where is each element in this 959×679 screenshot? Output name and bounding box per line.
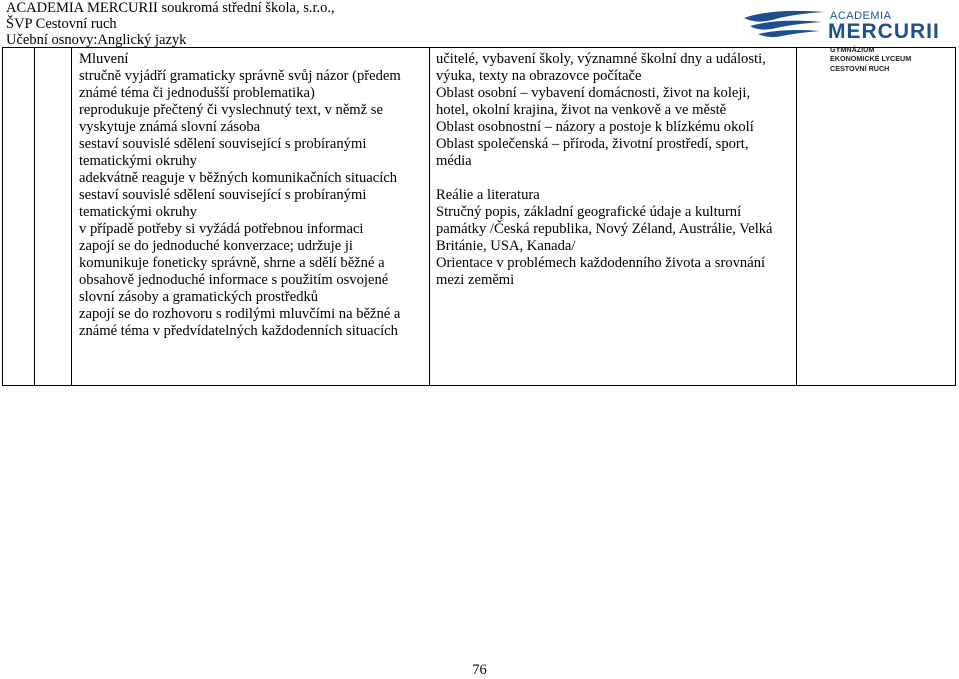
- table-divider: [796, 48, 797, 385]
- outcome-line: stručně vyjádří gramaticky správně svůj názor (předem: [79, 68, 401, 84]
- logo-sub-line: GYMNÁZIUM: [830, 45, 875, 54]
- table-divider: [429, 48, 430, 385]
- topic-line: Stručný popis, základní geografické údaje a kulturní: [436, 204, 742, 220]
- curriculum-table: [2, 47, 956, 386]
- outcome-line: slovní zásoby a gramatických prostředků: [79, 289, 319, 305]
- header-subject: Učební osnovy:Anglický jazyk: [6, 32, 187, 48]
- outcome-line: zapojí se do rozhovoru s rodilými mluvčími na běžné a: [79, 306, 401, 322]
- topic-line: památky /Česká republika, Nový Zéland, Austrálie, Velká: [436, 221, 773, 237]
- topic-line: výuka, texty na obrazovce počítače: [436, 68, 642, 84]
- wing-icon: [742, 6, 826, 42]
- topic-line: média: [436, 153, 472, 169]
- logo-academia-text: ACADEMIA: [830, 10, 892, 22]
- paragraph-gap: [436, 170, 773, 187]
- page-number: 76: [472, 662, 487, 678]
- outcome-line: známé téma v předvídatelných každodenních situacích: [79, 323, 398, 339]
- logo-mercurii-text: MERCURII: [828, 20, 940, 43]
- topic-line: Orientace v problémech každodenního života a srovnání: [436, 255, 766, 271]
- outcome-line: obsahově jednoduché informace s použitím osvojené: [79, 272, 389, 288]
- topic-line: mezi zeměmi: [436, 272, 515, 288]
- topic-line: učitelé, vybavení školy, významné školní dny a události,: [436, 51, 766, 67]
- outcome-line: vyskytuje známá slovní zásoba: [79, 119, 261, 135]
- outcome-line: tematickými okruhy: [79, 204, 197, 220]
- expected-outcomes-column: [79, 51, 401, 340]
- topic-line: hotel, okolní krajina, život na venkově a ve městě: [436, 102, 727, 118]
- outcome-line: komunikuje foneticky správně, shrne a sdělí běžné a: [79, 255, 385, 271]
- outcome-line: známé téma či jednodušší problematika): [79, 85, 315, 101]
- table-divider: [71, 48, 72, 385]
- outcome-line: sestaví souvislé sdělení související s probíranými: [79, 187, 367, 203]
- topic-line: Oblast společenská – příroda, životní prostředí, sport,: [436, 136, 749, 152]
- logo-sub-line: CESTOVNÍ RUCH: [830, 63, 890, 73]
- topic-line: Británie, USA, Kanada/: [436, 238, 576, 254]
- outcome-line: tematickými okruhy: [79, 153, 197, 169]
- outcome-line: adekvátně reaguje v běžných komunikačních situacích: [79, 170, 398, 186]
- outcome-line: zapojí se do jednoduché konverzace; udržuje ji: [79, 238, 353, 254]
- outcome-line: v případě potřeby si vyžádá potřebnou informaci: [79, 221, 364, 237]
- outcome-line: Mluvení: [79, 51, 129, 67]
- topic-line: Oblast osobnostní – názory a postoje k blízkému okolí: [436, 119, 754, 135]
- header-school-name: ACADEMIA MERCURII soukromá střední škola, s.r.o.,: [6, 0, 335, 16]
- logo-sub-line: EKONOMICKÉ LYCEUM: [830, 54, 912, 64]
- outcome-line: sestaví souvislé sdělení související s probíranými: [79, 136, 367, 152]
- outcome-line: reprodukuje přečtený či vyslechnutý text, v němž se: [79, 102, 383, 118]
- topic-line: Reálie a literatura: [436, 187, 540, 203]
- table-divider: [34, 48, 35, 385]
- topic-line: Oblast osobní – vybavení domácnosti, život na koleji,: [436, 85, 751, 101]
- header-program: ŠVP Cestovní ruch: [6, 16, 117, 32]
- curriculum-topics-column: [436, 51, 773, 289]
- document-header: [6, 0, 335, 48]
